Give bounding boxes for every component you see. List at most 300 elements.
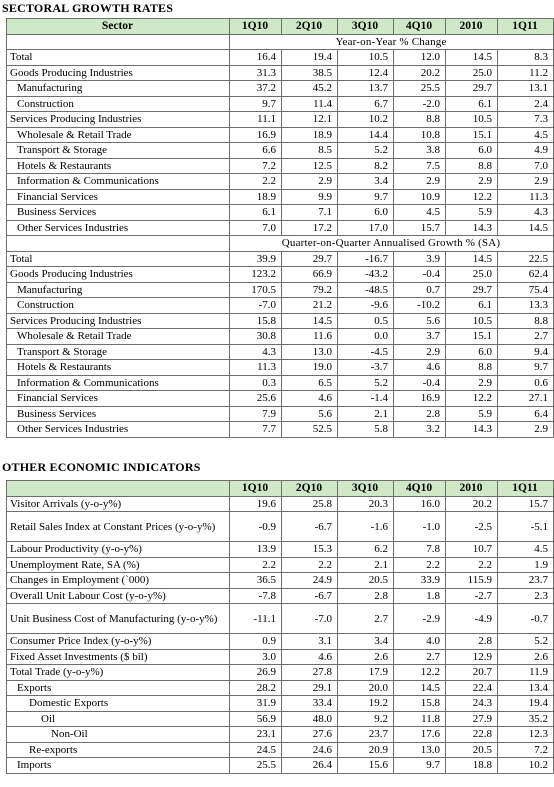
value-cell: 10.9 [394, 189, 446, 205]
row-label: Other Services Industries [7, 422, 230, 438]
table-row [7, 127, 554, 143]
value-cell: 4.6 [282, 649, 338, 665]
value-cell: 3.0 [230, 649, 282, 665]
value-cell: 14.3 [446, 220, 498, 236]
value-cell: 14.5 [394, 680, 446, 696]
value-cell: 5.2 [498, 634, 554, 650]
value-cell: 12.0 [394, 50, 446, 66]
value-cell: 3.8 [394, 143, 446, 159]
table-row [7, 391, 554, 407]
value-cell: 4.5 [498, 542, 554, 558]
value-cell: 4.6 [282, 391, 338, 407]
value-cell: 13.9 [230, 542, 282, 558]
row-label: Exports [7, 680, 230, 696]
value-cell: 25.6 [230, 391, 282, 407]
value-cell: 18.9 [230, 189, 282, 205]
value-cell: 2.2 [230, 174, 282, 190]
row-label: Goods Producing Industries [7, 267, 230, 283]
value-cell: 19.4 [282, 50, 338, 66]
value-cell: 17.0 [338, 220, 394, 236]
row-label: Financial Services [7, 391, 230, 407]
value-cell: 6.1 [230, 205, 282, 221]
column-header-2010: 2010 [446, 19, 498, 35]
value-cell: 11.3 [230, 360, 282, 376]
value-cell: 29.7 [446, 282, 498, 298]
table-row [7, 158, 554, 174]
table-row [7, 81, 554, 97]
value-cell: 8.8 [394, 112, 446, 128]
value-cell: 2.9 [498, 174, 554, 190]
value-cell: -43.2 [338, 267, 394, 283]
row-label: Business Services [7, 406, 230, 422]
value-cell: 3.2 [394, 422, 446, 438]
value-cell: 24.6 [282, 742, 338, 758]
row-label: Unit Business Cost of Manufacturing (y-o-y%) [7, 604, 230, 634]
value-cell: 2.1 [338, 406, 394, 422]
value-cell: 5.6 [282, 406, 338, 422]
value-cell: 20.3 [338, 496, 394, 512]
value-cell: 27.8 [282, 665, 338, 681]
value-cell: 4.9 [498, 143, 554, 159]
value-cell: 2.7 [394, 649, 446, 665]
table-row [7, 50, 554, 66]
value-cell: 17.9 [338, 665, 394, 681]
value-cell: 7.2 [498, 742, 554, 758]
value-cell: -0.7 [498, 604, 554, 634]
value-cell: 5.6 [394, 313, 446, 329]
value-cell: -6.7 [282, 512, 338, 542]
value-cell: -1.0 [394, 512, 446, 542]
table-row [7, 65, 554, 81]
value-cell: 14.5 [498, 220, 554, 236]
value-cell: 11.2 [498, 65, 554, 81]
value-cell: 9.7 [394, 758, 446, 774]
row-label: Imports [7, 758, 230, 774]
value-cell: 3.9 [394, 251, 446, 267]
value-cell: 33.9 [394, 573, 446, 589]
value-cell: 2.7 [498, 329, 554, 345]
value-cell: 11.4 [282, 96, 338, 112]
value-cell: 11.3 [498, 189, 554, 205]
row-label: Goods Producing Industries [7, 65, 230, 81]
value-cell: 2.9 [394, 174, 446, 190]
table-row [7, 375, 554, 391]
sectoral-table-header [7, 19, 554, 35]
column-header-1q11: 1Q11 [498, 19, 554, 35]
value-cell: 6.5 [282, 375, 338, 391]
value-cell: 13.0 [394, 742, 446, 758]
value-cell: 13.0 [282, 344, 338, 360]
value-cell: 19.4 [498, 696, 554, 712]
value-cell: 6.4 [498, 406, 554, 422]
row-label: Labour Productivity (y-o-y%) [7, 542, 230, 558]
row-label: Construction [7, 96, 230, 112]
table-row [7, 220, 554, 236]
value-cell: 115.9 [446, 573, 498, 589]
value-cell: 20.5 [446, 742, 498, 758]
value-cell: -7.0 [230, 298, 282, 314]
value-cell: 37.2 [230, 81, 282, 97]
table-row [7, 742, 554, 758]
value-cell: -11.1 [230, 604, 282, 634]
value-cell: 6.1 [446, 96, 498, 112]
row-label: Services Producing Industries [7, 313, 230, 329]
value-cell: 39.9 [230, 251, 282, 267]
value-cell: 9.7 [498, 360, 554, 376]
column-header-1q10: 1Q10 [230, 481, 282, 497]
other-indicators-title: OTHER ECONOMIC INDICATORS [2, 460, 201, 474]
value-cell: 20.2 [446, 496, 498, 512]
sectoral-growth-title: SECTORAL GROWTH RATES [2, 1, 174, 15]
value-cell: 1.8 [394, 588, 446, 604]
table-row [7, 422, 554, 438]
table-row [7, 205, 554, 221]
value-cell: 2.4 [498, 96, 554, 112]
value-cell: 2.8 [446, 634, 498, 650]
value-cell: -1.4 [338, 391, 394, 407]
value-cell: 10.2 [498, 758, 554, 774]
value-cell: 12.2 [446, 391, 498, 407]
value-cell: 19.6 [230, 496, 282, 512]
value-cell: 24.5 [230, 742, 282, 758]
value-cell: 2.2 [230, 557, 282, 573]
column-header-3q10: 3Q10 [338, 481, 394, 497]
value-cell: -4.5 [338, 344, 394, 360]
table-row [7, 112, 554, 128]
row-label: Financial Services [7, 189, 230, 205]
row-label: Wholesale & Retail Trade [7, 329, 230, 345]
value-cell: 62.4 [498, 267, 554, 283]
table-row [7, 344, 554, 360]
value-cell: -2.9 [394, 604, 446, 634]
value-cell: 12.1 [282, 112, 338, 128]
value-cell: 22.5 [498, 251, 554, 267]
row-label: Wholesale & Retail Trade [7, 127, 230, 143]
value-cell: -2.7 [446, 588, 498, 604]
table-row [7, 557, 554, 573]
value-cell: 4.5 [498, 127, 554, 143]
value-cell: 12.3 [498, 727, 554, 743]
value-cell: 35.2 [498, 711, 554, 727]
row-label: Visitor Arrivals (y-o-y%) [7, 496, 230, 512]
row-label: Domestic Exports [7, 696, 230, 712]
value-cell: 24.9 [282, 573, 338, 589]
value-cell: 6.6 [230, 143, 282, 159]
value-cell: -16.7 [338, 251, 394, 267]
table-row [7, 634, 554, 650]
value-cell: 12.2 [394, 665, 446, 681]
table-row [7, 680, 554, 696]
value-cell: 0.9 [230, 634, 282, 650]
value-cell: 20.7 [446, 665, 498, 681]
column-header-4q10: 4Q10 [394, 19, 446, 35]
value-cell: -0.9 [230, 512, 282, 542]
value-cell: 14.4 [338, 127, 394, 143]
table-row [7, 282, 554, 298]
value-cell: 11.9 [498, 665, 554, 681]
value-cell: 15.1 [446, 127, 498, 143]
value-cell: 5.9 [446, 406, 498, 422]
row-label: Oil [7, 711, 230, 727]
value-cell: 27.1 [498, 391, 554, 407]
row-label: Non-Oil [7, 727, 230, 743]
table-row [7, 588, 554, 604]
value-cell: 6.0 [338, 205, 394, 221]
value-cell: 2.1 [338, 557, 394, 573]
table-row [7, 542, 554, 558]
row-label: Re-exports [7, 742, 230, 758]
value-cell: 25.5 [394, 81, 446, 97]
value-cell: 15.7 [498, 496, 554, 512]
value-cell: 4.0 [394, 634, 446, 650]
value-cell: 5.8 [338, 422, 394, 438]
table-row [7, 604, 554, 634]
value-cell: 2.3 [498, 588, 554, 604]
value-cell: -0.4 [394, 267, 446, 283]
value-cell: 29.1 [282, 680, 338, 696]
value-cell: 21.2 [282, 298, 338, 314]
value-cell: 6.0 [446, 143, 498, 159]
value-cell: 38.5 [282, 65, 338, 81]
value-cell: 8.8 [446, 360, 498, 376]
value-cell: 5.2 [338, 143, 394, 159]
value-cell: 52.5 [282, 422, 338, 438]
value-cell: 2.9 [446, 375, 498, 391]
value-cell: 2.8 [338, 588, 394, 604]
value-cell: 20.5 [338, 573, 394, 589]
row-label: Services Producing Industries [7, 112, 230, 128]
table-row [7, 406, 554, 422]
value-cell: 7.7 [230, 422, 282, 438]
value-cell: 10.7 [446, 542, 498, 558]
value-cell: 6.1 [446, 298, 498, 314]
value-cell: 11.6 [282, 329, 338, 345]
value-cell: 17.2 [282, 220, 338, 236]
value-cell: 26.9 [230, 665, 282, 681]
value-cell: 5.9 [446, 205, 498, 221]
row-label: Hotels & Restaurants [7, 158, 230, 174]
value-cell: 9.4 [498, 344, 554, 360]
value-cell: 2.9 [282, 174, 338, 190]
value-cell: 10.5 [338, 50, 394, 66]
table-row [7, 174, 554, 190]
table-row [7, 143, 554, 159]
row-label: Manufacturing [7, 282, 230, 298]
value-cell: -6.7 [282, 588, 338, 604]
value-cell: 22.4 [446, 680, 498, 696]
measure-subheader: Quarter-on-Quarter Annualised Growth % (SA) [230, 236, 554, 252]
value-cell: 10.5 [446, 112, 498, 128]
value-cell: 15.6 [338, 758, 394, 774]
value-cell: 170.5 [230, 282, 282, 298]
value-cell: 2.9 [498, 422, 554, 438]
value-cell: 7.5 [394, 158, 446, 174]
value-cell: 9.7 [230, 96, 282, 112]
value-cell: 33.4 [282, 696, 338, 712]
value-cell: 16.9 [394, 391, 446, 407]
value-cell: 66.9 [282, 267, 338, 283]
value-cell: 28.2 [230, 680, 282, 696]
value-cell: 0.7 [394, 282, 446, 298]
sectoral-table-body [7, 34, 554, 437]
value-cell: -10.2 [394, 298, 446, 314]
value-cell: 6.2 [338, 542, 394, 558]
value-cell: -2.5 [446, 512, 498, 542]
value-cell: 14.5 [282, 313, 338, 329]
value-cell: 13.3 [498, 298, 554, 314]
value-cell: 45.2 [282, 81, 338, 97]
indicators-table-header [7, 481, 554, 497]
column-header-3q10: 3Q10 [338, 19, 394, 35]
value-cell: 30.8 [230, 329, 282, 345]
value-cell: 5.2 [338, 375, 394, 391]
column-header-1q10: 1Q10 [230, 19, 282, 35]
value-cell: 7.0 [498, 158, 554, 174]
value-cell: -1.6 [338, 512, 394, 542]
value-cell: 3.1 [282, 634, 338, 650]
value-cell: 12.5 [282, 158, 338, 174]
row-label: Changes in Employment (`000) [7, 573, 230, 589]
value-cell: 25.5 [230, 758, 282, 774]
value-cell: 20.2 [394, 65, 446, 81]
value-cell: 15.7 [394, 220, 446, 236]
column-header-2q10: 2Q10 [282, 481, 338, 497]
row-label: Transport & Storage [7, 344, 230, 360]
value-cell: 14.5 [446, 50, 498, 66]
table-row [7, 189, 554, 205]
value-cell: 23.1 [230, 727, 282, 743]
value-cell: 8.2 [338, 158, 394, 174]
value-cell: 0.0 [338, 329, 394, 345]
row-label: Total [7, 50, 230, 66]
value-cell: 8.5 [282, 143, 338, 159]
value-cell: 2.9 [446, 174, 498, 190]
row-label: Hotels & Restaurants [7, 360, 230, 376]
measure-subheader: Year-on-Year % Change [230, 34, 554, 50]
subheader-blank-cell [7, 34, 230, 50]
value-cell: 26.4 [282, 758, 338, 774]
value-cell: 15.3 [282, 542, 338, 558]
row-label: Total Trade (y-o-y%) [7, 665, 230, 681]
value-cell: 10.2 [338, 112, 394, 128]
table-row [7, 496, 554, 512]
row-label: Other Services Industries [7, 220, 230, 236]
value-cell: 75.4 [498, 282, 554, 298]
row-label: Information & Communications [7, 375, 230, 391]
value-cell: 10.8 [394, 127, 446, 143]
value-cell: -2.0 [394, 96, 446, 112]
value-cell: 25.8 [282, 496, 338, 512]
value-cell: -4.9 [446, 604, 498, 634]
value-cell: 29.7 [446, 81, 498, 97]
row-label: Business Services [7, 205, 230, 221]
table-row [7, 329, 554, 345]
column-header-2q10: 2Q10 [282, 19, 338, 35]
indicators-table-body [7, 496, 554, 773]
value-cell: 2.2 [282, 557, 338, 573]
value-cell: 3.4 [338, 634, 394, 650]
value-cell: 4.3 [498, 205, 554, 221]
value-cell: 12.4 [338, 65, 394, 81]
value-cell: 20.9 [338, 742, 394, 758]
value-cell: 7.8 [394, 542, 446, 558]
value-cell: 4.5 [394, 205, 446, 221]
value-cell: 18.9 [282, 127, 338, 143]
value-cell: 23.7 [498, 573, 554, 589]
table-row [7, 267, 554, 283]
subheader-row [7, 34, 554, 50]
value-cell: -0.4 [394, 375, 446, 391]
value-cell: 16.4 [230, 50, 282, 66]
row-label: Transport & Storage [7, 143, 230, 159]
value-cell: 14.3 [446, 422, 498, 438]
table-row [7, 649, 554, 665]
value-cell: 13.1 [498, 81, 554, 97]
value-cell: 2.2 [394, 557, 446, 573]
value-cell: -5.1 [498, 512, 554, 542]
row-label: Unemployment Rate, SA (%) [7, 557, 230, 573]
value-cell: 4.6 [394, 360, 446, 376]
column-header-4q10: 4Q10 [394, 481, 446, 497]
value-cell: 24.3 [446, 696, 498, 712]
value-cell: 3.4 [338, 174, 394, 190]
value-cell: 13.7 [338, 81, 394, 97]
column-header-1q11: 1Q11 [498, 481, 554, 497]
value-cell: 12.2 [446, 189, 498, 205]
value-cell: 27.6 [282, 727, 338, 743]
row-label: Manufacturing [7, 81, 230, 97]
value-cell: 48.0 [282, 711, 338, 727]
subheader-blank-cell [7, 236, 230, 252]
value-cell: 19.0 [282, 360, 338, 376]
row-label: Total [7, 251, 230, 267]
value-cell: 2.2 [446, 557, 498, 573]
value-cell: 36.5 [230, 573, 282, 589]
value-cell: 15.1 [446, 329, 498, 345]
table-row [7, 696, 554, 712]
value-cell: 31.3 [230, 65, 282, 81]
value-cell: 7.2 [230, 158, 282, 174]
value-cell: 79.2 [282, 282, 338, 298]
table-row [7, 711, 554, 727]
value-cell: 0.5 [338, 313, 394, 329]
value-cell: 9.9 [282, 189, 338, 205]
value-cell: 7.3 [498, 112, 554, 128]
row-label: Overall Unit Labour Cost (y-o-y%) [7, 588, 230, 604]
table-row [7, 512, 554, 542]
row-label: Consumer Price Index (y-o-y%) [7, 634, 230, 650]
value-cell: 8.8 [498, 313, 554, 329]
value-cell: 7.1 [282, 205, 338, 221]
value-cell: 56.9 [230, 711, 282, 727]
other-indicators-table [6, 480, 554, 774]
value-cell: 15.8 [394, 696, 446, 712]
value-cell: 2.8 [394, 406, 446, 422]
value-cell: 11.8 [394, 711, 446, 727]
sectoral-growth-table [6, 18, 554, 438]
value-cell: -48.5 [338, 282, 394, 298]
value-cell: -7.8 [230, 588, 282, 604]
row-label: Information & Communications [7, 174, 230, 190]
value-cell: 22.8 [446, 727, 498, 743]
value-cell: 8.8 [446, 158, 498, 174]
value-cell: 8.3 [498, 50, 554, 66]
table-row [7, 251, 554, 267]
row-label: Fixed Asset Investments ($ bil) [7, 649, 230, 665]
column-header-sector: Sector [7, 19, 230, 35]
value-cell: 13.4 [498, 680, 554, 696]
value-cell: 29.7 [282, 251, 338, 267]
